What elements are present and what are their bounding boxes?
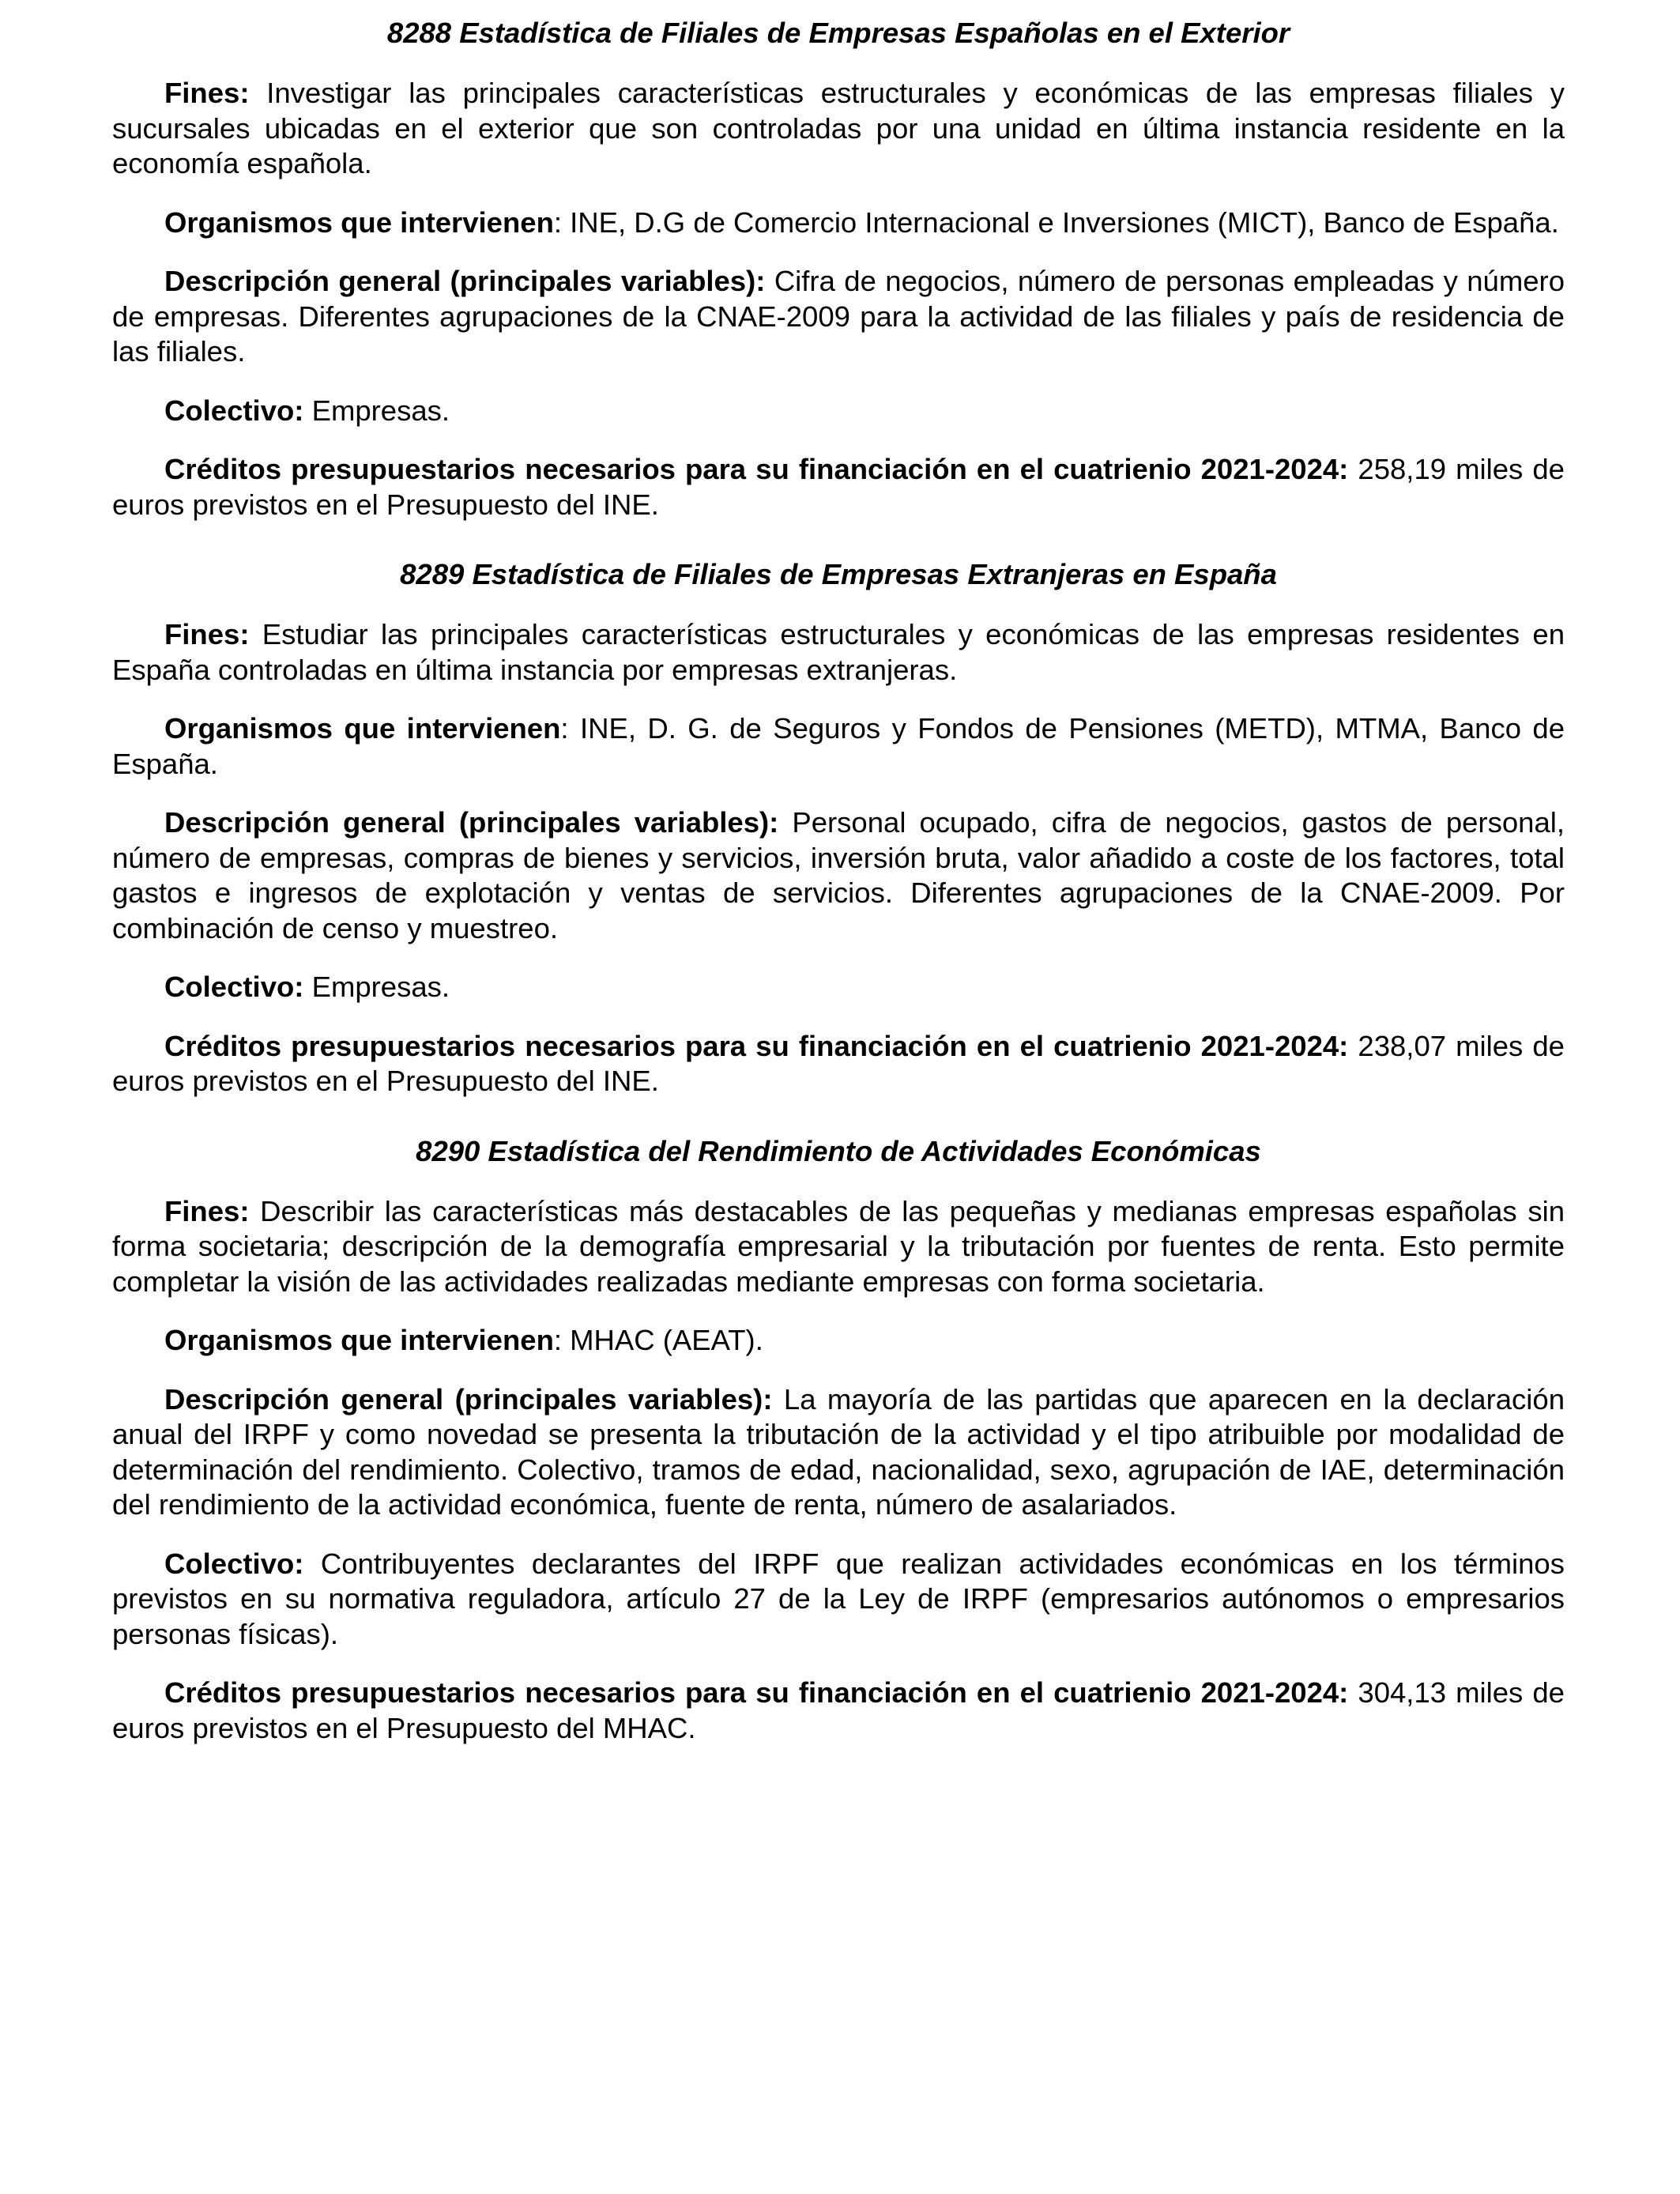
document-page	[112, 16, 1565, 1770]
descripcion-label: Descripción general (principales variables):	[164, 265, 766, 297]
section-title: 8289 Estadística de Filiales de Empresas Extranjeras en España	[400, 558, 1277, 590]
fines-label: Fines:	[164, 618, 250, 650]
organismos-label: Organismos que intervienen	[164, 1324, 554, 1356]
statistic-section-8288	[112, 16, 1565, 522]
creditos-label: Créditos presupuestarios necesarios para su financiación en el cuatrienio 2021-2024:	[164, 1029, 1349, 1062]
organismos-text: : INE, D. G. de Seguros y Fondos de Pensiones (METD), MTMA, Banco de España.	[112, 712, 1565, 780]
creditos-text: 238,07 miles de euros previstos en el Presupuesto del INE.	[112, 1029, 1565, 1097]
descripcion-text: Cifra de negocios, número de personas empleadas y número de empresas. Diferentes agrupaciones de la CNAE-2009 para la actividad de las filiales y país de residencia de las filiales.	[112, 265, 1565, 368]
colectivo-paragraph	[112, 1547, 1565, 1653]
fines-label: Fines:	[164, 77, 250, 109]
section-title: 8288 Estadística de Filiales de Empresas Españolas en el Exterior	[386, 17, 1290, 49]
fines-text: Describir las características más destacables de las pequeñas y medianas empresas españolas sin forma societaria; descripción de la demografía empresarial y la tributación por fuentes de renta. Esto permite completar la visión de las actividades realizadas mediante empresas con forma societaria.	[112, 1194, 1565, 1298]
descripcion-label: Descripción general (principales variables):	[164, 806, 779, 839]
colectivo-label: Colectivo:	[164, 1547, 304, 1580]
fines-paragraph	[112, 1194, 1565, 1300]
creditos-paragraph	[112, 1029, 1565, 1099]
creditos-text: 304,13 miles de euros previstos en el Presupuesto del MHAC.	[112, 1676, 1565, 1744]
descripcion-paragraph	[112, 805, 1565, 946]
colectivo-label: Colectivo:	[164, 394, 304, 427]
organismos-paragraph	[112, 711, 1565, 782]
organismos-text: : INE, D.G de Comercio Internacional e Inversiones (MICT), Banco de España.	[553, 205, 1559, 239]
colectivo-text: Contribuyentes declarantes del IRPF que realizan actividades económicas en los términos previstos en su normativa reguladora, artículo 27 de la Ley de IRPF (empresarios autónomos o empresarios personas físicas).	[112, 1547, 1565, 1650]
descripcion-text: La mayoría de las partidas que aparecen en la declaración anual del IRPF y como novedad se presenta la tributación de la actividad y el tipo atribuible por modalidad de determinación del rendimiento. Colectivo, tramos de edad, nacionalidad, sexo, agrupación de IAE, determinación del rendimiento de la actividad económica, fuente de renta, número de asalariados.	[112, 1382, 1565, 1521]
organismos-label: Organismos que intervienen	[164, 712, 561, 745]
creditos-label: Créditos presupuestarios necesarios para su financiación en el cuatrienio 2021-2024:	[164, 1676, 1349, 1709]
organismos-text: : MHAC (AEAT).	[553, 1324, 763, 1356]
statistic-section-8289	[112, 557, 1565, 1099]
fines-text: Investigar las principales características estructurales y económicas de las empresas filiales y sucursales ubicadas en el exterior que son controladas por una unidad en última instancia residente en la economía española.	[112, 77, 1565, 179]
organismos-label: Organismos que intervienen	[164, 205, 554, 239]
fines-label: Fines:	[164, 1194, 250, 1227]
creditos-label: Créditos presupuestarios necesarios para su financiación en el cuatrienio 2021-2024:	[164, 453, 1349, 485]
descripcion-paragraph	[112, 264, 1565, 370]
creditos-paragraph	[112, 452, 1565, 522]
colectivo-text: Empresas.	[303, 394, 450, 427]
colectivo-paragraph	[112, 970, 1565, 1005]
creditos-paragraph	[112, 1676, 1565, 1746]
colectivo-paragraph	[112, 394, 1565, 429]
statistic-section-8290	[112, 1134, 1565, 1747]
creditos-text: 258,19 miles de euros previstos en el Presupuesto del INE.	[112, 453, 1565, 521]
fines-paragraph	[112, 76, 1565, 182]
fines-paragraph	[112, 617, 1565, 688]
colectivo-label: Colectivo:	[164, 971, 304, 1003]
organismos-paragraph	[112, 205, 1565, 241]
descripcion-paragraph	[112, 1382, 1565, 1523]
section-title: 8290 Estadística del Rendimiento de Actividades Económicas	[416, 1134, 1261, 1167]
descripcion-text: Personal ocupado, cifra de negocios, gastos de personal, número de empresas, compras de bienes y servicios, inversión bruta, valor añadido a coste de los factores, total gastos e ingresos de explotación y ventas de servicios. Diferentes agrupaciones de la CNAE-2009. Por combinación de censo y muestreo.	[112, 806, 1565, 944]
descripcion-label: Descripción general (principales variables):	[164, 1382, 773, 1416]
organismos-paragraph	[112, 1323, 1565, 1359]
colectivo-text: Empresas.	[303, 971, 450, 1003]
fines-text: Estudiar las principales características estructurales y económicas de las empresas residentes en España controladas en última instancia por empresas extranjeras.	[112, 618, 1565, 686]
